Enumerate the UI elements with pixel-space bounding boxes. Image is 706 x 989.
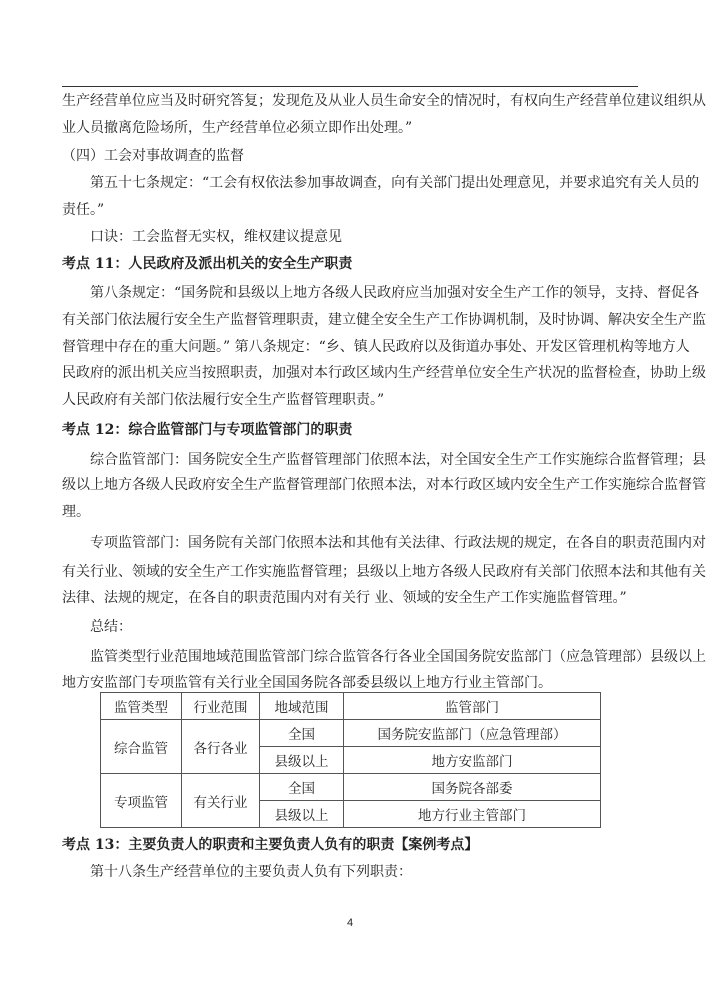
table-row [101, 720, 601, 747]
paragraph-line: 业人员撤离危险场所，生产经营单位必须立即作出处理。” [62, 120, 413, 136]
paragraph-line: 有关行业、领域的安全生产工作实施监督管理；县级以上地方各级人民政府有关部门依照本法和其他有关 [62, 564, 706, 580]
table-cell: 综合监管 [101, 720, 182, 774]
paragraph-line: 理。 [62, 504, 90, 520]
header-rule [62, 86, 638, 87]
paragraph-line: 第八条规定：“国务院和县级以上地方各级人民政府应当加强对安全生产工作的领导，支持、督促各 [90, 285, 700, 301]
table-cell: 全国 [260, 774, 344, 801]
paragraph-line: 有关部门依法履行安全生产监督管理职责，建立健全安全生产工作协调机制，及时协调、解决安全生产监 [62, 312, 706, 328]
mnemonic-line: 口诀：工会监督无实权，维权建议提意见 [90, 229, 342, 245]
paragraph-line: 第十八条生产经营单位的主要负责人负有下列职责： [90, 864, 412, 880]
paragraph-line: 总结： [90, 619, 132, 635]
paragraph-line: 人民政府有关部门依法履行安全生产监督管理职责。” [62, 392, 385, 408]
paragraph-line: 责任。” [62, 202, 105, 218]
subheading: （四）工会对事故调查的监督 [62, 148, 244, 164]
table-header-row [101, 693, 601, 720]
paragraph-line: 地方安监部门专项监管有关行业全国国务院各部委县级以上地方行业主管部门。 [62, 675, 552, 691]
section-heading: 考点 13：主要负责人的职责和主要负责人负有的职责【案例考点】 [62, 837, 479, 853]
table-cell: 全国 [260, 720, 344, 747]
paragraph-line: 法律、法规的规定，在各自的职责范围内对有关行 业、领域的安全生产工作实施监督管理。” [62, 590, 627, 606]
table-header: 地域范围 [260, 693, 344, 720]
table-cell: 专项监管 [101, 774, 182, 828]
table-cell: 县级以上 [260, 747, 344, 774]
section-heading: 考点 12：综合监管部门与专项监管部门的职责 [62, 422, 353, 438]
table-cell: 国务院安监部门（应急管理部） [344, 720, 601, 747]
paragraph-line: 级以上地方各级人民政府安全生产监督管理部门依照本法，对本行政区域内安全生产工作实施综合监督管 [62, 477, 706, 493]
paragraph-line: 生产经营单位应当及时研究答复；发现危及从业人员生命安全的情况时，有权向生产经营单位建议组织从 [62, 93, 706, 109]
paragraph-line: 专项监管部门：国务院有关部门依照本法和其他有关法律、行政法规的规定，在各自的职责范围内对 [90, 535, 706, 551]
page-number: 4 [346, 917, 354, 929]
table-header: 监管部门 [344, 693, 601, 720]
table-row [101, 774, 601, 801]
table-header: 行业范围 [182, 693, 260, 720]
table-cell: 县级以上 [260, 801, 344, 828]
paragraph-line: 督管理中存在的重大问题。” 第八条规定：“乡、镇人民政府以及街道办事处、开发区管理机构等地方人 [62, 339, 690, 355]
table-cell: 各行各业 [182, 720, 260, 774]
section-heading: 考点 11：人民政府及派出机关的安全生产职责 [62, 256, 353, 272]
table-cell: 地方安监部门 [344, 747, 601, 774]
paragraph-line: 第五十七条规定：“工会有权依法参加事故调查，向有关部门提出处理意见，并要求追究有关人员的 [90, 175, 700, 191]
table-header: 监管类型 [101, 693, 182, 720]
paragraph-line: 监管类型行业范围地域范围监管部门综合监管各行各业全国国务院安监部门（应急管理部）县级以上 [90, 649, 706, 665]
paragraph-line: 综合监管部门：国务院安全生产监督管理部门依照本法，对全国安全生产工作实施综合监督管理；县 [90, 452, 706, 468]
table-cell: 地方行业主管部门 [344, 801, 601, 828]
table-cell: 有关行业 [182, 774, 260, 828]
table-cell: 国务院各部委 [344, 774, 601, 801]
supervision-table [100, 692, 601, 828]
paragraph-line: 民政府的派出机关应当按照职责，加强对本行政区域内生产经营单位安全生产状况的监督检查，协助上级 [62, 365, 706, 381]
